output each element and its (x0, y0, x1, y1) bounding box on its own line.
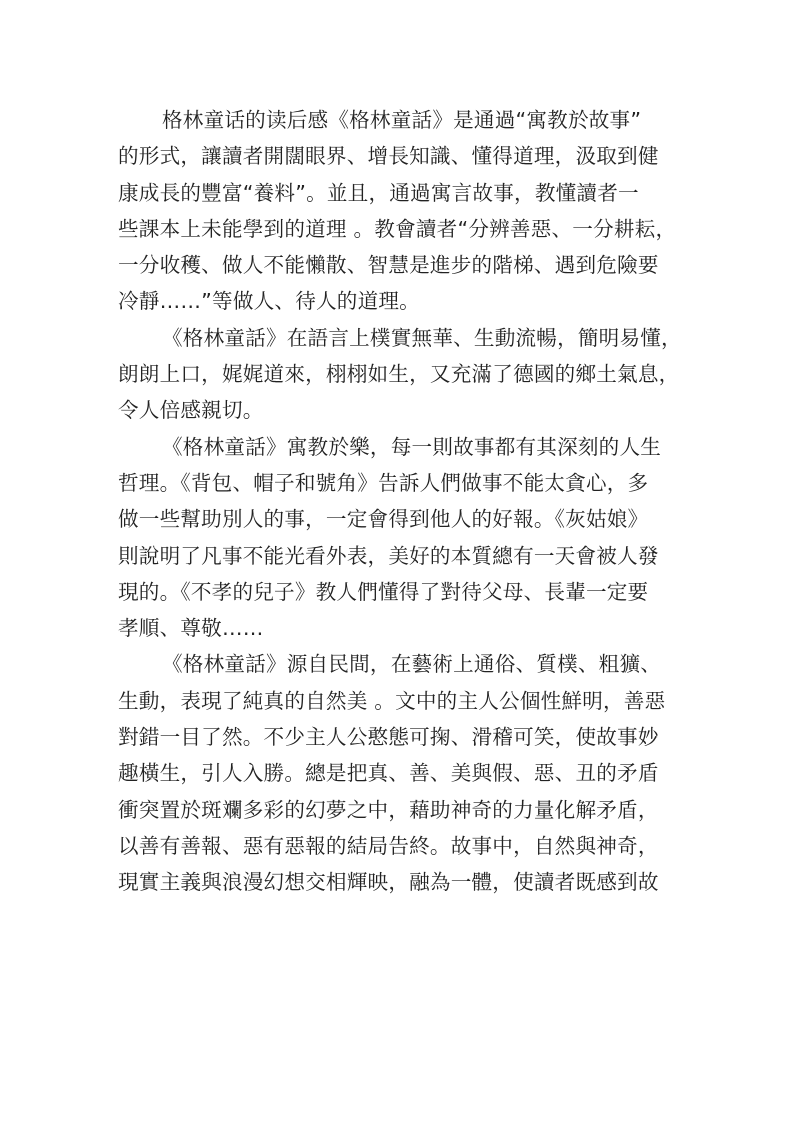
text-line: 冷靜……”等做人、待人的道理。 (118, 289, 420, 314)
paragraph-1 (118, 102, 678, 320)
paragraph-4 (118, 646, 678, 900)
text-line: 哲理。《背包、帽子和號角》告訴人們做事不能太貪心，多 (118, 470, 649, 495)
text-line: 現的。《不孝的兒子》教人們懂得了對待父母、長輩一定要 (118, 579, 649, 604)
text-line: 以善有善報、惡有惡報的結局告終。故事中，自然與神奇， (118, 833, 659, 858)
text-line: 格林童话的读后感《格林童話》是通過“寓教於故事” (162, 108, 642, 132)
text-line: 一分收穫、做人不能懶散、智慧是進步的階梯、遇到危險要 (118, 253, 659, 278)
text-line: 孝順、尊敬…… (118, 616, 264, 641)
text-line: 做一些幫助別人的事，一定會得到他人的好報。《灰姑娘》 (118, 507, 649, 532)
text-line: 現實主義與浪漫幻想交相輝映，融為一體，使讀者既感到故 (118, 870, 659, 895)
paragraph-3 (118, 429, 678, 647)
text-line: 《格林童話》在語言上樸實無華、生動流暢，簡明易懂， (162, 325, 682, 350)
text-line: 衝突置於斑斕多彩的幻夢之中，藉助神奇的力量化解矛盾， (118, 797, 659, 822)
text-line: 對錯一目了然。不少主人公憨態可掬、滑稽可笑，使故事妙 (118, 725, 659, 750)
text-line: 生動，表現了純真的自然美 。文中的主人公個性鮮明，善惡 (118, 688, 666, 713)
document-body (118, 102, 682, 901)
text-line: 《格林童話》寓教於樂，每一則故事都有其深刻的人生 (162, 434, 662, 459)
text-line: 些課本上未能學到的道理 。教會讀者“分辨善惡、一分耕耘， (118, 216, 677, 241)
text-line: 令人倍感親切。 (118, 398, 264, 423)
paragraph-2 (118, 320, 682, 429)
text-line: 則說明了凡事不能光看外表，美好的本質總有一天會被人發 (118, 543, 659, 568)
text-line: 康成長的豐富“養料”。並且，通過寓言故事，教懂讀者一 (118, 180, 639, 205)
text-line: 朗朗上口，娓娓道來，栩栩如生，又充滿了德國的鄉土氣息， (118, 362, 680, 387)
text-line: 趣橫生，引人入勝。總是把真、善、美與假、惡、丑的矛盾 (118, 761, 659, 786)
text-line: 《格林童話》源自民間，在藝術上通俗、質樸、粗獷、 (162, 652, 662, 677)
text-line: 的形式，讓讀者開闊眼界、增長知識、懂得道理，汲取到健 (118, 144, 659, 169)
